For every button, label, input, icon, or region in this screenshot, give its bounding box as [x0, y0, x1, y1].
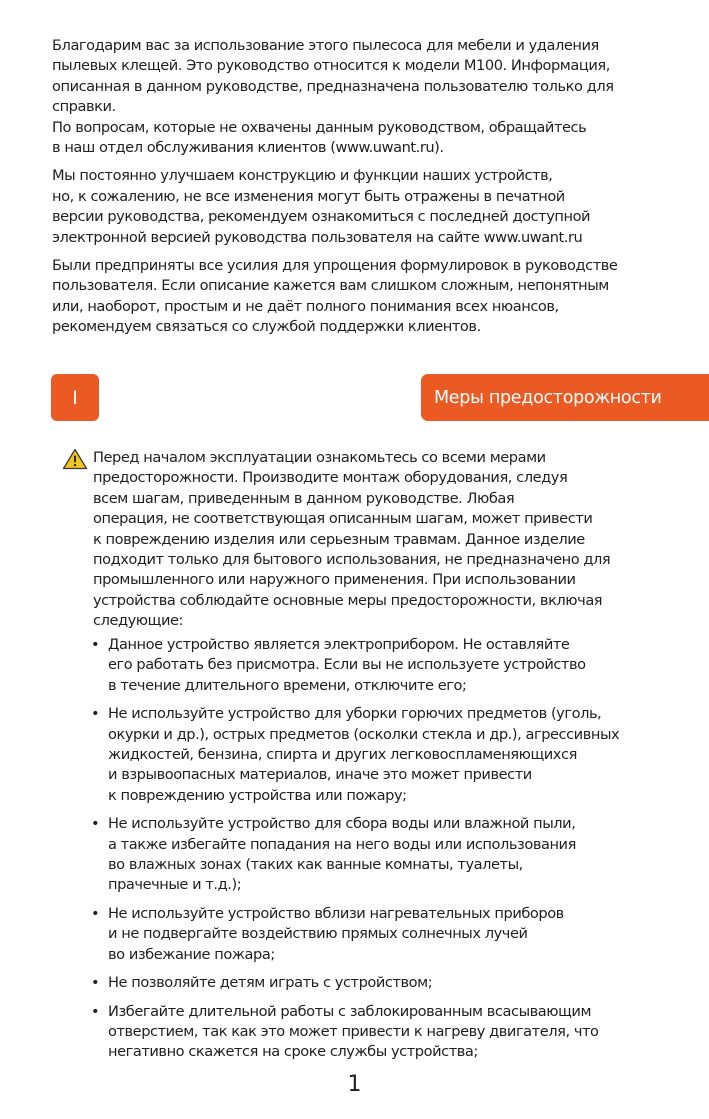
page-number: 1 — [347, 1072, 362, 1097]
section-title: Меры предосторожности — [421, 374, 709, 421]
list-item-text: Не используйте устройство для сбора воды или влажной пыли, а также избегайте попадания на него воды или использования во влажных зонах (таких как ванные комнаты, туалеты, прачечные и т.д.); — [108, 815, 576, 894]
list-item — [90, 973, 680, 993]
list-item — [90, 904, 680, 965]
list-item — [90, 704, 680, 806]
intro-paragraph-1: Благодарим вас за использование этого пылесоса для мебели и удаления пылевых клещей. Это руководство относится к модели M100. Информация, описанная в данном руководстве, предназначена пользователю только для справки. По вопросам, которые не охвачены данным руководством, обращайтесь в наш отдел обслуживания клиентов (www.uwant.ru). — [52, 37, 614, 157]
bullet-marker: • — [91, 974, 100, 992]
list-item-text: Не позволяйте детям играть с устройством; — [108, 974, 433, 992]
intro-text — [52, 36, 677, 346]
section-number-badge: I — [51, 374, 99, 421]
bullet-marker: • — [91, 705, 100, 723]
bullet-marker: • — [91, 815, 100, 833]
bullet-marker: • — [91, 904, 100, 922]
warning-triangle-icon — [62, 448, 88, 470]
list-item — [90, 635, 680, 696]
intro-paragraph-3: Были предприняты все усилия для упрощения формулировок в руководстве пользователя. Если описание кажется вам слишком сложным, непонятным или, наоборот, простым и не даёт полного понимания всех нюансов, рекомендуем связаться со службой поддержки клиентов. — [52, 257, 618, 336]
bullet-marker: • — [91, 636, 100, 653]
precautions-list — [90, 635, 680, 1071]
list-item-text: Данное устройство является электроприбором. Не оставляйте его работать без присмотра. Если вы не используете устройство в течение длительного времени, отключите его; — [108, 636, 586, 694]
list-item-text: Не используйте устройство для уборки горючих предметов (уголь, окурки и др.), острых предметов (осколки стекла и др.), агрессивных жидкостей, бензина, спирта и других легковоспламеняющихся и взрывоопасных материалов, иначе это может привести к повреждению устройства или пожару; — [108, 705, 620, 804]
warning-block — [62, 448, 682, 632]
list-item-text: Не используйте устройство вблизи нагревательных приборов и не подвергайте воздействию прямых солнечных лучей во избежание пожара; — [108, 904, 564, 963]
list-item-text: Избегайте длительной работы с заблокированным всасывающим отверстием, так как это может привести к нагреву двигателя, что негативно скажется на сроке службы устройства; — [108, 1002, 599, 1061]
list-item — [90, 1002, 680, 1063]
list-item — [90, 814, 680, 896]
intro-paragraph-2: Мы постоянно улучшаем конструкцию и функции наших устройств, но, к сожалению, не все изменения могут быть отражены в печатной версии руководства, рекомендуем ознакомиться с последней доступной электронной версией руководства пользователя на сайте www.uwant.ru — [52, 167, 591, 246]
bullet-marker: • — [91, 1002, 100, 1020]
warning-text: Перед началом эксплуатации ознакомьтесь со всеми мерами предосторожности. Производите монтаж оборудования, следуя всем шагам, приведенным в данном руководстве. Любая операция, не соответствующая описанным шагам, может привести к повреждению изделия или серьезным травмам. Данное изделие подходит только для бытового использования, не предназначено для промышленного или наружного применения. При использовании устройства соблюдайте основные меры предосторожности, включая следующие: — [93, 449, 611, 630]
